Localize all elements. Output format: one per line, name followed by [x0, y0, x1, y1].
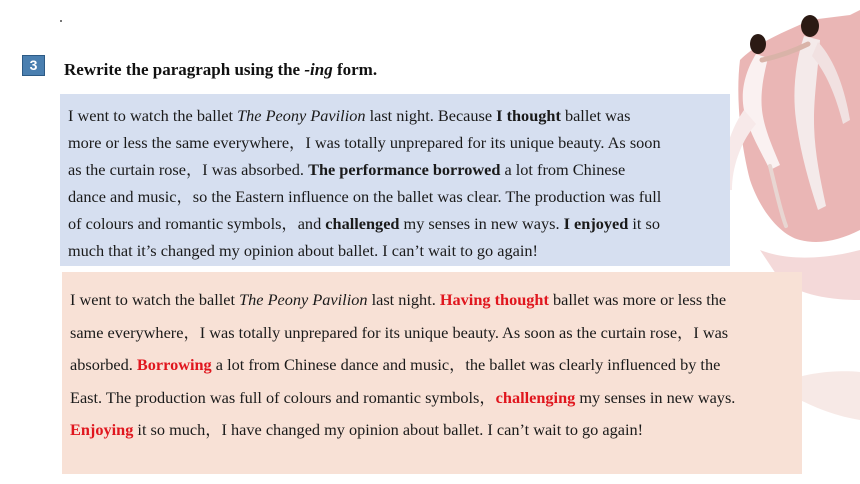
paragraph-text: ballet was more or less the [548, 290, 727, 309]
paragraph-text: of colours and romantic symbols，and [68, 214, 326, 233]
paragraph-text: East. The production was full of colours and romantic symbols， [70, 387, 496, 407]
rewritten-paragraph-line [70, 349, 794, 382]
paragraph-text: much that it’s changed my opinion about ballet. I can’t wait to go again! [68, 241, 538, 260]
paragraph-text: absorbed. [70, 355, 137, 374]
paragraph-text: more or less the same everywhere，I was totally unprepared for its unique beauty. As soon [68, 133, 661, 152]
paragraph-text: same everywhere，I was totally unprepared for its unique beauty. As soon as the curtain rose，I was [70, 322, 729, 342]
instruction-text-before: Rewrite the paragraph using the [64, 60, 305, 79]
exercise-number-badge: 3 [22, 55, 45, 76]
paragraph-text: it so [628, 214, 660, 233]
instruction-heading [64, 60, 377, 80]
paragraph-text: a lot from Chinese [500, 160, 626, 179]
paragraph-text: last night. [367, 290, 440, 309]
decorative-dot [60, 20, 62, 22]
original-paragraph-line [68, 237, 722, 264]
paragraph-text: dance and music，so the Eastern influence on the ballet was clear. The production was full [68, 187, 662, 206]
instruction-ing-form: -ing [304, 60, 333, 79]
ing-form-highlight: Borrowing [136, 355, 212, 374]
rewritten-paragraph-line [70, 317, 794, 350]
original-paragraph-line [68, 102, 722, 129]
paragraph-text: my senses in new ways. [575, 387, 736, 407]
original-paragraph-line [68, 129, 722, 156]
paragraph-text: a lot from Chinese dance and music，the ballet was clearly influenced by the [211, 355, 721, 374]
paragraph-text: last night. Because [365, 106, 497, 125]
rewritten-paragraph-line [70, 414, 794, 447]
paragraph-text: I went to watch the ballet [70, 290, 240, 309]
ing-form-highlight: challenging [495, 387, 576, 407]
ing-form-highlight: Having thought [439, 290, 549, 309]
original-paragraph-line [68, 210, 722, 237]
rewritten-paragraph-line [70, 284, 794, 317]
original-paragraph-line [68, 183, 722, 210]
paragraph-text: my senses in new ways. [399, 214, 564, 233]
title-italic-text: The Peony Pavilion [239, 290, 368, 309]
paragraph-text: I went to watch the ballet [68, 106, 238, 125]
bold-clause-text: challenged [325, 214, 400, 233]
bold-clause-text: I enjoyed [563, 214, 629, 233]
title-italic-text: The Peony Pavilion [237, 106, 366, 125]
paragraph-text: as the curtain rose，I was absorbed. [68, 160, 309, 179]
paragraph-text: it so much，I have changed my opinion about ballet. I can’t wait to go again! [133, 420, 644, 439]
rewritten-paragraph-box [62, 272, 802, 474]
rewritten-paragraph-line [70, 382, 794, 415]
bold-clause-text: The performance borrowed [308, 160, 501, 179]
bold-clause-text: I thought [496, 106, 561, 125]
ing-form-highlight: Enjoying [70, 420, 134, 439]
instruction-text-after: form. [332, 60, 378, 79]
paragraph-text: ballet was [560, 106, 631, 125]
original-paragraph-line [68, 156, 722, 183]
original-paragraph-box [60, 94, 730, 266]
